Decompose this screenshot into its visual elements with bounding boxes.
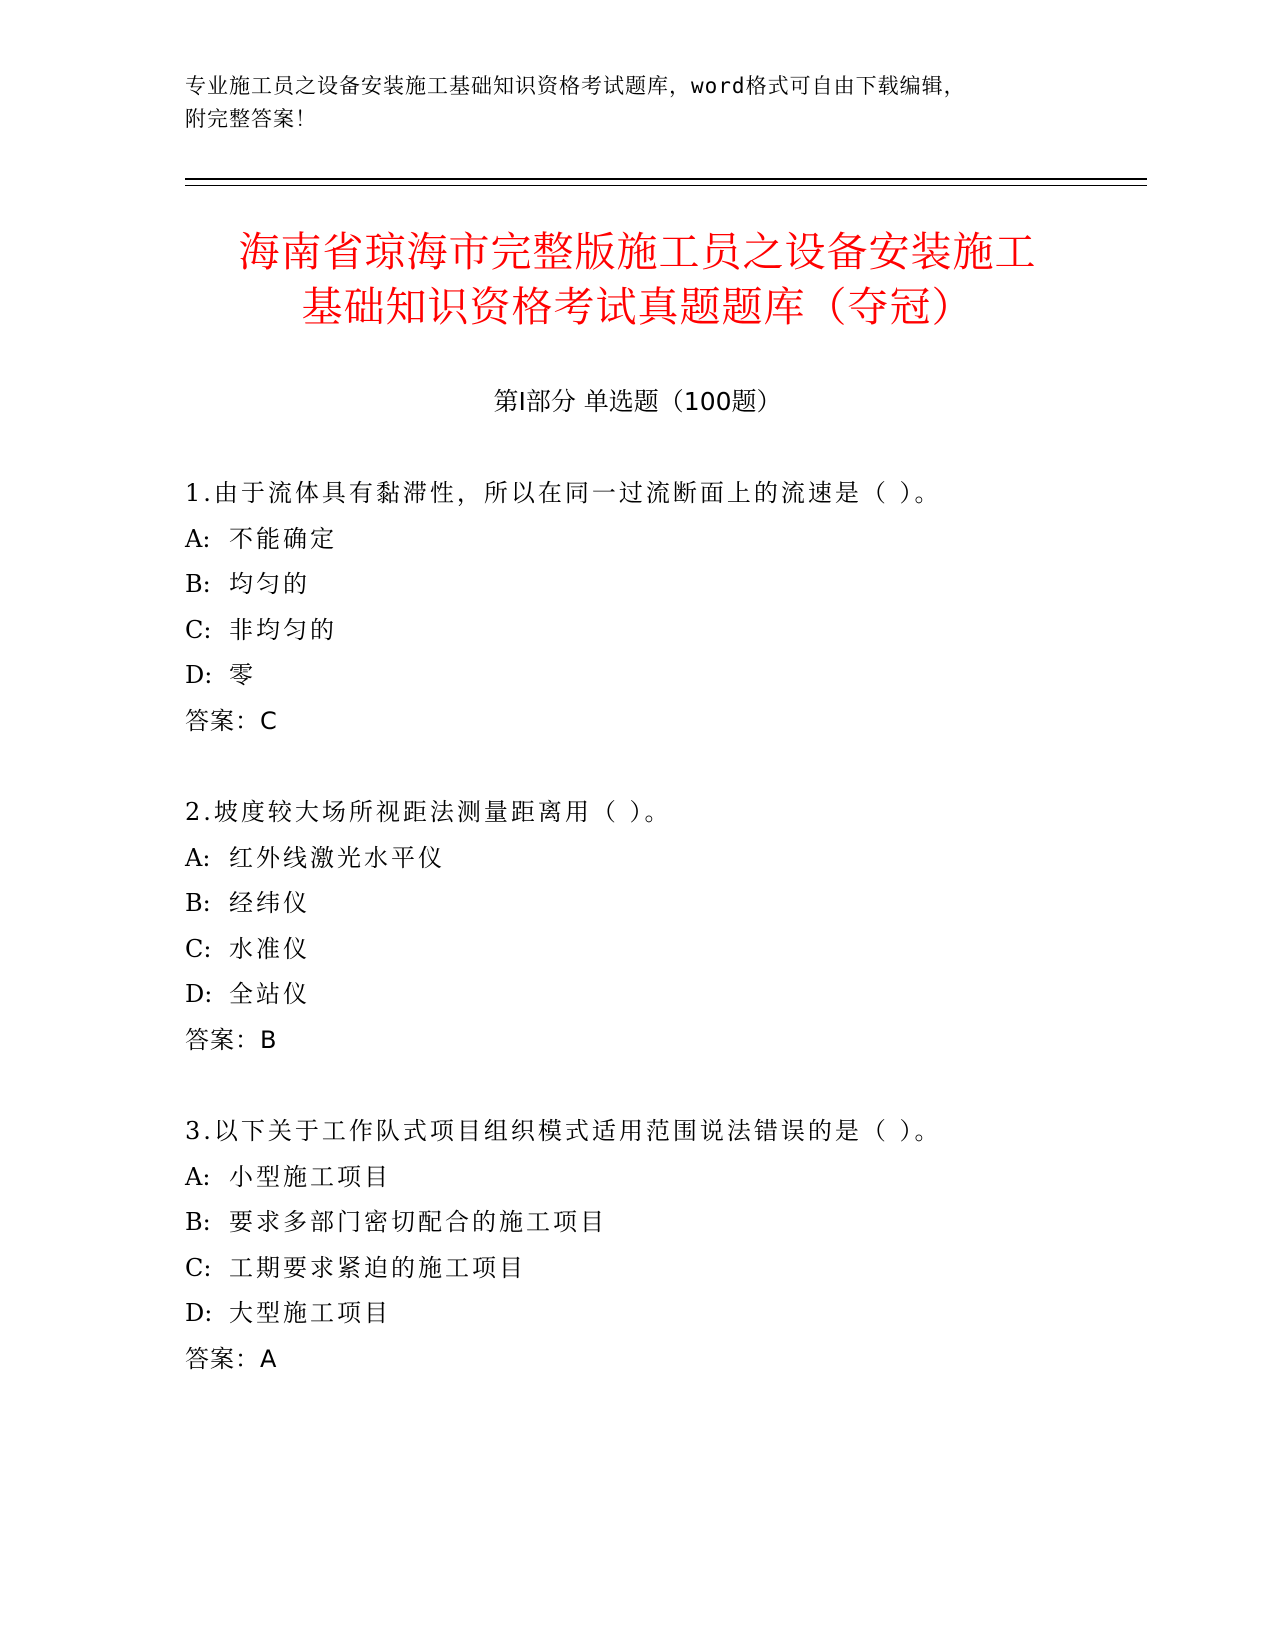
option-text: 不能确定 <box>229 524 337 553</box>
option-letter: A: <box>185 524 211 553</box>
answer-value: B <box>260 1025 278 1054</box>
header-divider-thin <box>185 185 1147 186</box>
option-b <box>185 1200 1145 1246</box>
answer-value: C <box>260 706 278 735</box>
option-c <box>185 927 1145 973</box>
option-text: 工期要求紧迫的施工项目 <box>229 1253 526 1282</box>
header-note <box>185 70 1085 136</box>
option-a <box>185 1155 1145 1201</box>
option-letter: D: <box>185 980 213 1008</box>
option-letter: A: <box>185 1162 211 1191</box>
option-letter: B: <box>185 889 211 917</box>
option-text: 要求多部门密切配合的施工项目 <box>229 1208 607 1236</box>
answer-label: 答案： <box>185 1344 260 1373</box>
option-text: 经纬仪 <box>229 889 310 917</box>
option-letter: A: <box>185 843 211 872</box>
option-c <box>185 608 1145 654</box>
option-text: 大型施工项目 <box>229 1299 391 1327</box>
section-title: 第Ⅰ部分 单选题（100题） <box>493 387 782 416</box>
option-text: 零 <box>229 661 256 689</box>
question-3 <box>185 1109 1145 1382</box>
option-b <box>185 881 1145 927</box>
option-text: 小型施工项目 <box>229 1162 391 1191</box>
answer-value: A <box>260 1344 278 1373</box>
question-stem: 2.坡度较大场所视距法测量距离用（ ）。 <box>185 798 672 826</box>
option-a <box>185 517 1145 563</box>
document-title-line-2: 基础知识资格考试真题题库（夺冠） <box>301 283 974 331</box>
option-text: 非均匀的 <box>229 615 337 644</box>
answer-label: 答案： <box>185 706 260 735</box>
answer-line <box>185 1018 1145 1064</box>
header-note-line-1: 专业施工员之设备安装施工基础知识资格考试题库，word格式可自由下载编辑， <box>185 74 966 98</box>
option-letter: C: <box>185 934 212 963</box>
option-letter: C: <box>185 1253 212 1282</box>
question-list <box>185 471 1145 1428</box>
question-stem: 3.以下关于工作队式项目组织模式适用范围说法错误的是（ ）。 <box>185 1117 942 1145</box>
document-title <box>160 225 1115 335</box>
option-d <box>185 1291 1145 1337</box>
option-letter: D: <box>185 1299 213 1327</box>
header-divider-thick <box>185 178 1147 180</box>
question-1 <box>185 471 1145 744</box>
option-letter: B: <box>185 570 211 598</box>
option-d <box>185 653 1145 699</box>
option-text: 全站仪 <box>229 980 310 1008</box>
option-letter: B: <box>185 1208 211 1236</box>
option-letter: C: <box>185 615 212 644</box>
option-text: 水准仪 <box>229 934 310 963</box>
document-title-line-1: 海南省琼海市完整版施工员之设备安装施工 <box>238 228 1037 276</box>
answer-line <box>185 1337 1145 1383</box>
question-2 <box>185 790 1145 1063</box>
option-text: 红外线激光水平仪 <box>229 843 445 872</box>
question-stem: 1.由于流体具有黏滞性，所以在同一过流断面上的流速是（ ）。 <box>185 479 942 507</box>
option-text: 均匀的 <box>229 570 310 598</box>
header-note-line-2: 附完整答案！ <box>185 107 317 131</box>
answer-line <box>185 699 1145 745</box>
option-b <box>185 562 1145 608</box>
option-letter: D: <box>185 661 213 689</box>
option-d <box>185 972 1145 1018</box>
answer-label: 答案： <box>185 1025 260 1054</box>
option-a <box>185 836 1145 882</box>
option-c <box>185 1246 1145 1292</box>
